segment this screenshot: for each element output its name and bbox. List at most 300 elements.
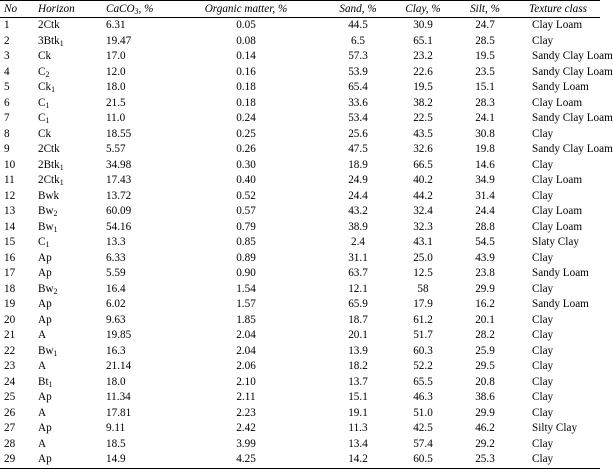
cell-texture-class: Sandy Clay Loam: [532, 65, 613, 78]
table-row: [0, 282, 600, 298]
cell-texture-class: Sandy Loam: [532, 267, 589, 279]
table-row: [0, 328, 600, 344]
cell-silt: 20.1: [475, 313, 495, 326]
cell-organic-matter: 0.14: [236, 50, 256, 62]
cell-organic-matter: 0.90: [236, 267, 256, 279]
cell-silt: 24.7: [475, 19, 495, 31]
cell-clay: 52.2: [413, 360, 433, 372]
horizon-label: Ck: [38, 81, 52, 93]
header-silt: Silt, %: [470, 3, 500, 15]
cell-caco3: 9.11: [106, 422, 126, 434]
horizon-subscript: 1: [51, 85, 55, 94]
cell-horizon: [34, 34, 100, 50]
cell-organic-matter: 3.99: [236, 437, 256, 450]
cell-caco3: 11.0: [106, 112, 126, 124]
cell-caco3: 21.5: [106, 96, 126, 109]
cell-caco3: 12.0: [106, 65, 126, 78]
cell-horizon: [34, 375, 100, 391]
cell-caco3: 54.16: [106, 220, 132, 233]
cell-clay: 25.0: [413, 251, 433, 264]
cell-organic-matter: 1.85: [236, 313, 256, 326]
horizon-label: 2Ctk: [38, 143, 60, 155]
horizon-subscript: 1: [48, 379, 53, 389]
horizon-label: Ck: [38, 50, 52, 62]
horizon-label: Ap: [38, 313, 52, 326]
cell-texture-class: Clay: [532, 251, 554, 264]
cell-sand: 19.1: [348, 406, 368, 419]
cell-sand: 63.7: [348, 267, 368, 279]
table-row: [0, 34, 600, 50]
cell-organic-matter: 1.57: [236, 298, 256, 310]
table-row: [0, 111, 600, 127]
table-row: [0, 18, 600, 34]
cell-silt: 19.5: [475, 50, 495, 62]
cell-silt: 43.9: [475, 251, 495, 264]
cell-caco3: 6.31: [106, 19, 126, 31]
cell-clay: 43.5: [413, 127, 433, 140]
cell-no: 20: [4, 313, 16, 326]
cell-silt: 30.8: [475, 127, 495, 140]
cell-sand: 47.5: [348, 143, 368, 155]
cell-silt: 14.6: [475, 158, 495, 171]
cell-texture-class: Clay: [532, 329, 554, 341]
cell-sand: 53.9: [348, 65, 368, 78]
header-clay: Clay, %: [405, 3, 441, 15]
cell-horizon: [34, 158, 100, 174]
cell-no: 17: [4, 267, 16, 279]
cell-texture-class: Clay: [532, 437, 554, 450]
header-caco3-label: CaCO: [106, 3, 135, 15]
cell-no: 16: [4, 251, 16, 264]
cell-texture-class: Sandy Loam: [532, 81, 589, 93]
table-row: [0, 406, 600, 422]
cell-no: 22: [4, 344, 16, 357]
cell-clay: 51.0: [413, 406, 433, 419]
horizon-label: Bw: [38, 344, 54, 357]
cell-no: 23: [4, 360, 16, 372]
cell-no: 4: [4, 65, 10, 78]
horizon-subscript: 2: [53, 209, 58, 218]
cell-horizon: [34, 80, 100, 96]
cell-organic-matter: 0.05: [236, 19, 256, 31]
horizon-label: 2Btk: [38, 158, 60, 171]
header-sand: Sand, %: [339, 3, 377, 15]
table-row: [0, 297, 600, 313]
cell-sand: 25.6: [348, 127, 368, 140]
cell-sand: 18.9: [348, 158, 368, 171]
cell-clay: 58: [417, 282, 429, 295]
cell-horizon: [34, 65, 100, 81]
cell-silt: 28.3: [475, 96, 495, 109]
cell-caco3: 18.0: [106, 81, 126, 93]
cell-silt: 31.4: [475, 189, 495, 202]
table-row: [0, 313, 600, 329]
table-row: [0, 266, 600, 282]
cell-no: 28: [4, 437, 16, 450]
cell-horizon: [34, 266, 100, 282]
table-row: [0, 375, 600, 391]
cell-caco3: 34.98: [106, 158, 132, 171]
header-texture-class: Texture class: [529, 3, 587, 15]
cell-organic-matter: 0.26: [236, 143, 256, 155]
horizon-label: Ap: [38, 453, 52, 465]
horizon-label: 2Ctk: [38, 19, 60, 31]
cell-silt: 46.2: [475, 422, 495, 434]
cell-clay: 32.4: [413, 205, 433, 217]
horizon-label: C: [38, 65, 46, 78]
table-row: [0, 452, 600, 468]
cell-silt: 54.5: [475, 236, 495, 248]
cell-clay: 32.6: [413, 143, 433, 155]
cell-horizon: [34, 18, 100, 34]
horizon-subscript: 1: [59, 178, 64, 187]
cell-silt: 16.2: [475, 298, 495, 310]
cell-no: 5: [4, 81, 10, 93]
horizon-label: Bwk: [38, 189, 60, 202]
cell-clay: 60.5: [413, 453, 433, 465]
cell-caco3: 5.59: [106, 267, 126, 279]
cell-silt: 38.6: [475, 391, 495, 403]
cell-horizon: [34, 49, 100, 65]
horizon-label: Bt: [38, 375, 49, 388]
cell-horizon: [34, 421, 100, 437]
cell-sand: 65.9: [348, 298, 368, 310]
cell-clay: 60.3: [413, 344, 433, 357]
cell-sand: 6.5: [351, 34, 365, 47]
horizon-label: C: [38, 236, 46, 248]
cell-organic-matter: 0.89: [236, 251, 256, 264]
horizon-subscript: 1: [53, 348, 58, 358]
table-row: [0, 173, 600, 189]
table-row: [0, 390, 600, 406]
horizon-subscript: 2: [53, 286, 58, 296]
cell-horizon: [34, 406, 100, 422]
cell-silt: 29.5: [475, 360, 495, 372]
cell-texture-class: Clay: [532, 127, 554, 140]
cell-organic-matter: 2.42: [236, 422, 256, 434]
cell-no: 14: [4, 220, 16, 233]
table-row: [0, 80, 600, 96]
cell-caco3: 18.0: [106, 375, 126, 388]
cell-clay: 44.2: [413, 189, 433, 202]
cell-caco3: 11.34: [106, 391, 131, 403]
horizon-label: Ap: [38, 251, 52, 264]
header-organic-matter: Organic matter, %: [204, 3, 288, 15]
table-row: [0, 96, 600, 112]
cell-horizon: [34, 204, 100, 220]
horizon-label: C: [38, 112, 46, 124]
cell-horizon: [34, 251, 100, 267]
cell-clay: 46.3: [413, 391, 433, 403]
cell-organic-matter: 0.18: [236, 96, 256, 109]
cell-silt: 25.3: [475, 453, 495, 465]
horizon-subscript: 1: [45, 116, 50, 125]
cell-clay: 65.1: [413, 34, 433, 47]
horizon-label: A: [38, 437, 47, 450]
cell-clay: 12.5: [413, 267, 433, 279]
cell-sand: 13.4: [348, 437, 368, 450]
horizon-label: Bw: [38, 220, 54, 233]
cell-no: 6: [4, 96, 10, 109]
cell-no: 19: [4, 298, 16, 310]
cell-organic-matter: 0.16: [236, 65, 256, 78]
cell-sand: 2.4: [351, 236, 365, 248]
horizon-label: A: [38, 329, 47, 341]
cell-clay: 65.5: [413, 375, 433, 388]
horizon-subscript: 1: [45, 100, 50, 110]
horizon-label: 2Ctk: [38, 174, 60, 186]
cell-caco3: 19.85: [106, 329, 132, 341]
header-no: No: [4, 3, 18, 15]
cell-texture-class: Clay Loam: [532, 96, 583, 109]
cell-silt: 23.5: [475, 65, 495, 78]
header-horizon: Horizon: [38, 3, 75, 15]
cell-sand: 18.7: [348, 313, 368, 326]
cell-texture-class: Clay Loam: [532, 19, 583, 31]
cell-silt: 29.2: [475, 437, 495, 450]
cell-sand: 57.3: [348, 50, 368, 62]
cell-no: 9: [4, 143, 10, 155]
table-header: [0, 1, 600, 18]
cell-organic-matter: 2.04: [236, 344, 256, 357]
cell-clay: 32.3: [413, 220, 433, 233]
cell-horizon: [34, 173, 100, 189]
cell-no: 8: [4, 127, 10, 140]
cell-caco3: 16.3: [106, 344, 126, 357]
cell-clay: 22.6: [413, 65, 433, 78]
cell-caco3: 13.3: [106, 236, 126, 248]
table-row: [0, 421, 600, 437]
cell-horizon: [34, 359, 100, 375]
cell-texture-class: Clay: [532, 282, 554, 295]
horizon-label: Ap: [38, 422, 52, 434]
cell-horizon: [34, 220, 100, 236]
cell-clay: 51.7: [413, 329, 433, 341]
cell-horizon: [34, 111, 100, 127]
cell-caco3: 18.5: [106, 437, 126, 450]
table-row: [0, 142, 600, 158]
horizon-subscript: 1: [59, 162, 64, 172]
cell-organic-matter: 0.18: [236, 81, 256, 93]
cell-organic-matter: 0.08: [236, 34, 256, 47]
cell-caco3: 17.0: [106, 50, 126, 62]
cell-silt: 28.2: [475, 329, 495, 341]
horizon-label: Bw: [38, 205, 54, 217]
cell-clay: 42.5: [413, 422, 433, 434]
cell-organic-matter: 0.85: [236, 236, 256, 248]
horizon-label: Ap: [38, 267, 52, 279]
cell-clay: 43.1: [413, 236, 433, 248]
header-row: [0, 1, 600, 18]
cell-silt: 28.8: [475, 220, 495, 233]
cell-no: 2: [4, 34, 10, 47]
cell-organic-matter: 2.10: [236, 375, 256, 388]
cell-sand: 14.2: [348, 453, 368, 465]
cell-caco3: 60.09: [106, 205, 132, 217]
cell-organic-matter: 0.25: [236, 127, 256, 140]
cell-caco3: 19.47: [106, 34, 132, 47]
cell-organic-matter: 0.30: [236, 158, 256, 171]
cell-texture-class: Clay Loam: [532, 220, 583, 233]
cell-horizon: [34, 235, 100, 251]
cell-organic-matter: 2.06: [236, 360, 256, 372]
cell-silt: 25.9: [475, 344, 495, 357]
cell-clay: 40.2: [413, 174, 433, 186]
cell-organic-matter: 0.40: [236, 174, 256, 186]
cell-texture-class: Clay: [532, 375, 554, 388]
horizon-label: Bw: [38, 282, 54, 295]
horizon-label: Ap: [38, 391, 52, 403]
horizon-label: C: [38, 96, 46, 109]
horizon-subscript: 1: [59, 38, 64, 48]
cell-no: 3: [4, 50, 10, 62]
horizon-label: 3Btk: [38, 34, 60, 47]
cell-horizon: [34, 313, 100, 329]
table-row: [0, 344, 600, 360]
cell-horizon: [34, 297, 100, 313]
cell-no: 11: [4, 174, 15, 186]
horizon-label: Ap: [38, 298, 52, 310]
cell-silt: 29.9: [475, 282, 495, 295]
cell-caco3: 6.33: [106, 251, 126, 264]
header-caco3-subscript: 3: [134, 7, 139, 16]
horizon-label: A: [38, 360, 47, 372]
cell-caco3: 14.9: [106, 453, 126, 465]
cell-organic-matter: 0.57: [236, 205, 256, 217]
table-row: [0, 127, 600, 143]
cell-no: 7: [4, 112, 10, 124]
cell-texture-class: Clay Loam: [532, 205, 583, 217]
cell-clay: 17.9: [413, 298, 433, 310]
cell-sand: 44.5: [348, 19, 368, 31]
cell-silt: 24.4: [475, 205, 495, 217]
table-body: [0, 18, 613, 469]
cell-no: 27: [4, 422, 16, 434]
cell-organic-matter: 0.79: [236, 220, 256, 233]
cell-caco3: 21.14: [106, 360, 132, 372]
cell-caco3: 17.43: [106, 174, 132, 186]
cell-sand: 24.4: [348, 189, 368, 202]
cell-silt: 28.5: [475, 34, 495, 47]
cell-no: 18: [4, 282, 16, 295]
cell-texture-class: Sandy Clay Loam: [532, 143, 613, 155]
cell-caco3: 5.57: [106, 143, 126, 155]
table-row: [0, 235, 600, 251]
cell-horizon: [34, 328, 100, 344]
cell-clay: 19.5: [413, 81, 433, 93]
cell-texture-class: Sandy Clay Loam: [532, 50, 613, 62]
cell-texture-class: Clay: [532, 313, 554, 326]
cell-caco3: 9.63: [106, 313, 126, 326]
cell-no: 13: [4, 205, 16, 217]
table-row: [0, 49, 600, 65]
cell-texture-class: Clay: [532, 391, 554, 403]
cell-sand: 12.1: [348, 282, 368, 295]
cell-silt: 15.1: [475, 81, 495, 93]
cell-texture-class: Clay: [532, 406, 554, 419]
cell-texture-class: Clay: [532, 344, 554, 357]
cell-clay: 22.5: [413, 112, 433, 124]
cell-no: 10: [4, 158, 16, 171]
cell-no: 21: [4, 329, 16, 341]
cell-horizon: [34, 437, 100, 453]
cell-sand: 65.4: [348, 81, 368, 93]
cell-sand: 53.4: [348, 112, 368, 124]
table-row: [0, 189, 600, 205]
cell-no: 25: [4, 391, 16, 403]
cell-texture-class: Clay: [532, 189, 554, 202]
header-caco3: [100, 1, 168, 18]
cell-caco3: 17.81: [106, 406, 132, 419]
table-row: [0, 251, 600, 267]
table-row: [0, 158, 600, 174]
cell-sand: 18.2: [348, 360, 368, 372]
cell-organic-matter: 0.52: [236, 189, 256, 202]
cell-texture-class: Silty Clay: [532, 422, 578, 434]
cell-sand: 43.2: [348, 205, 368, 217]
cell-silt: 20.8: [475, 375, 495, 388]
cell-no: 26: [4, 406, 16, 419]
cell-organic-matter: 4.25: [236, 453, 256, 465]
cell-no: 1: [4, 19, 10, 31]
table-row: [0, 359, 600, 375]
horizon-subscript: 2: [45, 69, 50, 79]
cell-horizon: [34, 127, 100, 143]
cell-sand: 33.6: [348, 96, 368, 109]
cell-horizon: [34, 282, 100, 298]
horizon-label: Ck: [38, 127, 52, 140]
cell-sand: 13.9: [348, 344, 368, 357]
cell-organic-matter: 2.11: [236, 391, 256, 403]
cell-silt: 23.8: [475, 267, 495, 279]
cell-sand: 11.3: [348, 422, 368, 434]
cell-horizon: [34, 344, 100, 360]
cell-clay: 61.2: [413, 313, 433, 326]
cell-texture-class: Clay: [532, 34, 554, 47]
table-row: [0, 65, 600, 81]
cell-silt: 24.1: [475, 112, 495, 124]
horizon-subscript: 1: [45, 240, 50, 249]
cell-silt: 34.9: [475, 174, 495, 186]
table-row: [0, 220, 600, 236]
cell-no: 24: [4, 375, 16, 388]
cell-horizon: [34, 390, 100, 406]
cell-silt: 19.8: [475, 143, 495, 155]
cell-horizon: [34, 142, 100, 158]
cell-sand: 38.9: [348, 220, 368, 233]
cell-clay: 38.2: [413, 96, 433, 109]
cell-clay: 23.2: [413, 50, 433, 62]
cell-organic-matter: 1.54: [236, 282, 256, 295]
cell-clay: 57.4: [413, 437, 433, 450]
horizon-subscript: 1: [53, 224, 58, 234]
table-row: [0, 204, 600, 220]
cell-no: 15: [4, 236, 16, 248]
cell-organic-matter: 2.04: [236, 329, 256, 341]
cell-texture-class: Clay Loam: [532, 174, 583, 186]
cell-caco3: 18.55: [106, 127, 132, 140]
cell-sand: 31.1: [348, 251, 368, 264]
cell-horizon: [34, 452, 100, 468]
cell-sand: 15.1: [348, 391, 368, 403]
cell-organic-matter: 2.23: [236, 406, 256, 419]
table-row: [0, 437, 600, 453]
cell-texture-class: Clay: [532, 453, 554, 465]
cell-caco3: 13.72: [106, 189, 132, 202]
cell-organic-matter: 0.24: [236, 112, 256, 124]
cell-sand: 13.7: [348, 375, 368, 388]
cell-clay: 30.9: [413, 19, 433, 31]
